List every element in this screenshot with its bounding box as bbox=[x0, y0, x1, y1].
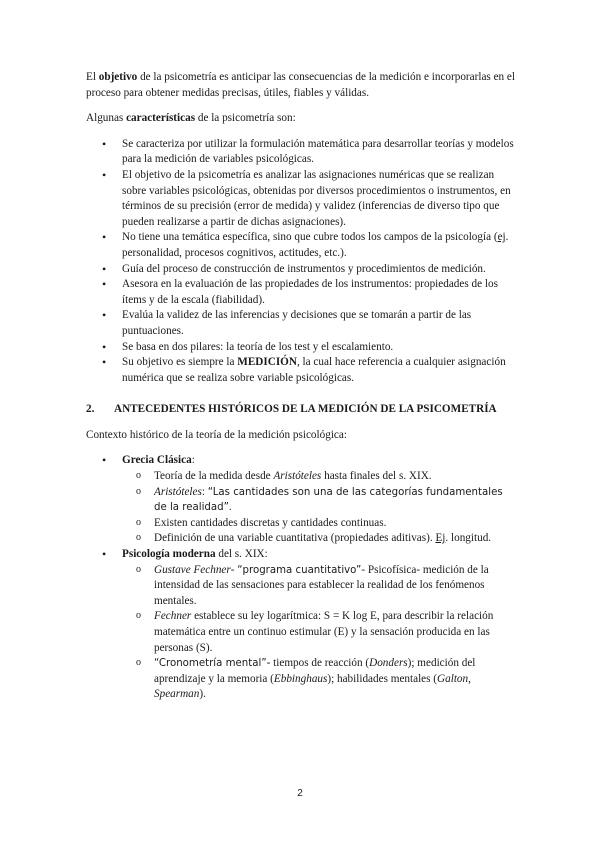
section-heading bbox=[86, 402, 516, 418]
sub-item bbox=[136, 485, 516, 516]
text: ); medición del aprendizaje y la memoria ( bbox=[154, 657, 476, 685]
sub-item bbox=[136, 563, 516, 610]
sub-list bbox=[98, 469, 516, 547]
italic-name: Galton bbox=[437, 672, 469, 685]
features-intro bbox=[86, 111, 516, 127]
bold-term: Grecia Clásica bbox=[122, 454, 192, 467]
text: El bbox=[86, 71, 99, 83]
abbrev: ej bbox=[497, 231, 506, 244]
text: de la psicometría es anticipar las consecuencias de la medición e incorporarlas en el proceso para obtener medidas precisas, útiles, fiables y válidas. bbox=[86, 71, 516, 99]
italic-name: Ebbinghaus bbox=[273, 672, 328, 685]
italic-name: Fechner bbox=[154, 610, 192, 623]
list-item: • Evalúa la validez de las inferencias y decisiones que se tomarán a partir de las puntuaciones. bbox=[98, 308, 516, 339]
context-paragraph: Contexto histórico de la teoría de la medición psicológica: bbox=[86, 428, 347, 441]
text: establece su ley logarítmica: S = K log E, para describir la relación matemática entre un continuo estimular (E) y la sensación producida en las personas (S). bbox=[154, 610, 494, 654]
text: Definición de una variable cuantitativa (propiedades aditivas). bbox=[154, 532, 436, 545]
bold-term: características bbox=[126, 112, 196, 125]
text: , la cual hace referencia a cualquier asignación numérica que se realiza sobre variable psicológicas. bbox=[122, 356, 506, 384]
list-item-moderna bbox=[98, 547, 516, 703]
sub-item bbox=[136, 469, 516, 485]
italic-name: Spearman bbox=[154, 688, 200, 701]
text: Su objetivo es siempre la bbox=[122, 356, 238, 369]
text: - Psicofísica- medición de la intensidad de las sensaciones para establecer la realidad de los fenómenos mentales. bbox=[154, 563, 489, 607]
quote: “Cronometría mental” bbox=[154, 658, 267, 670]
document-page bbox=[86, 70, 516, 703]
history-list bbox=[86, 453, 516, 703]
italic-name: Aristóteles bbox=[154, 485, 202, 498]
text: Algunas bbox=[86, 112, 127, 125]
text: del s. XIX: bbox=[215, 548, 268, 561]
section-title: ANTECEDENTES HISTÓRICOS DE LA MEDICIÓN DE LA PSICOMETRÍA bbox=[114, 403, 497, 416]
features-list bbox=[86, 137, 516, 387]
text: - tiempos de reacción ( bbox=[266, 657, 370, 670]
list-item: • Guía del proceso de construcción de instrumentos y procedimientos de medición. bbox=[98, 262, 516, 278]
sub-item bbox=[136, 531, 516, 547]
text: . bbox=[228, 501, 232, 514]
list-item: • Se caracteriza por utilizar la formulación matemática para desarrollar teorías y modelos para la medición de variables psicológicas. bbox=[98, 137, 516, 168]
list-item bbox=[98, 230, 516, 261]
list-item: • El objetivo de la psicometría es analizar las asignaciones numéricas que se realizan sobre variables psicológicas, obtenidas por diversos procedimientos o instrumentos, en términos de su precisión (error de medida) y validez (inferencias de diverso tipo que pueden realizarse a partir de dichas asignaciones). bbox=[98, 168, 516, 230]
text: hasta finales del s. XIX. bbox=[321, 470, 432, 483]
section-number: 2. bbox=[86, 403, 95, 416]
text: . personalidad, procesos cognitivos, actitudes, etc.). bbox=[122, 231, 509, 259]
bold-term: MEDICIÓN bbox=[237, 356, 297, 369]
text: . longitud. bbox=[445, 532, 492, 545]
text: , bbox=[468, 672, 471, 685]
sub-item bbox=[136, 656, 516, 703]
italic-name: Aristóteles bbox=[273, 470, 322, 483]
text: No tiene una temática específica, sino que cubre todos los campos de la psicología ( bbox=[122, 231, 498, 244]
list-item: • Asesora en la evaluación de las propiedades de los instrumentos: propiedades de los ítems y de la escala (fiabilidad). bbox=[98, 277, 516, 308]
sub-item: o Existen cantidades discretas y cantidades continuas. bbox=[136, 516, 516, 532]
text: : bbox=[191, 454, 195, 467]
sub-item bbox=[136, 609, 516, 656]
italic-name: Gustave Fechner bbox=[154, 563, 231, 576]
list-item-grecia bbox=[98, 453, 516, 547]
list-item: • Se basa en dos pilares: la teoría de los test y el escalamiento. bbox=[98, 340, 516, 356]
bold-term: objetivo bbox=[98, 71, 138, 83]
text: ). bbox=[199, 688, 206, 701]
text: - bbox=[230, 563, 238, 576]
text: Teoría de la medida desde bbox=[154, 470, 274, 483]
text: de la psicometría son: bbox=[195, 112, 296, 125]
italic-name: Donders bbox=[369, 657, 408, 670]
sub-list bbox=[98, 563, 516, 703]
objective-paragraph bbox=[86, 70, 516, 101]
text: ); habilidades mentales ( bbox=[327, 672, 438, 685]
abbrev: Ej bbox=[435, 532, 446, 545]
quote: “Las cantidades son una de las categorías fundamentales de la realidad” bbox=[154, 486, 503, 514]
list-item bbox=[98, 355, 516, 386]
page-number: 2 bbox=[297, 788, 303, 799]
quote: “programa cuantitativo” bbox=[237, 564, 362, 576]
text: : bbox=[201, 485, 208, 498]
bold-term: Psicología moderna bbox=[122, 548, 216, 561]
